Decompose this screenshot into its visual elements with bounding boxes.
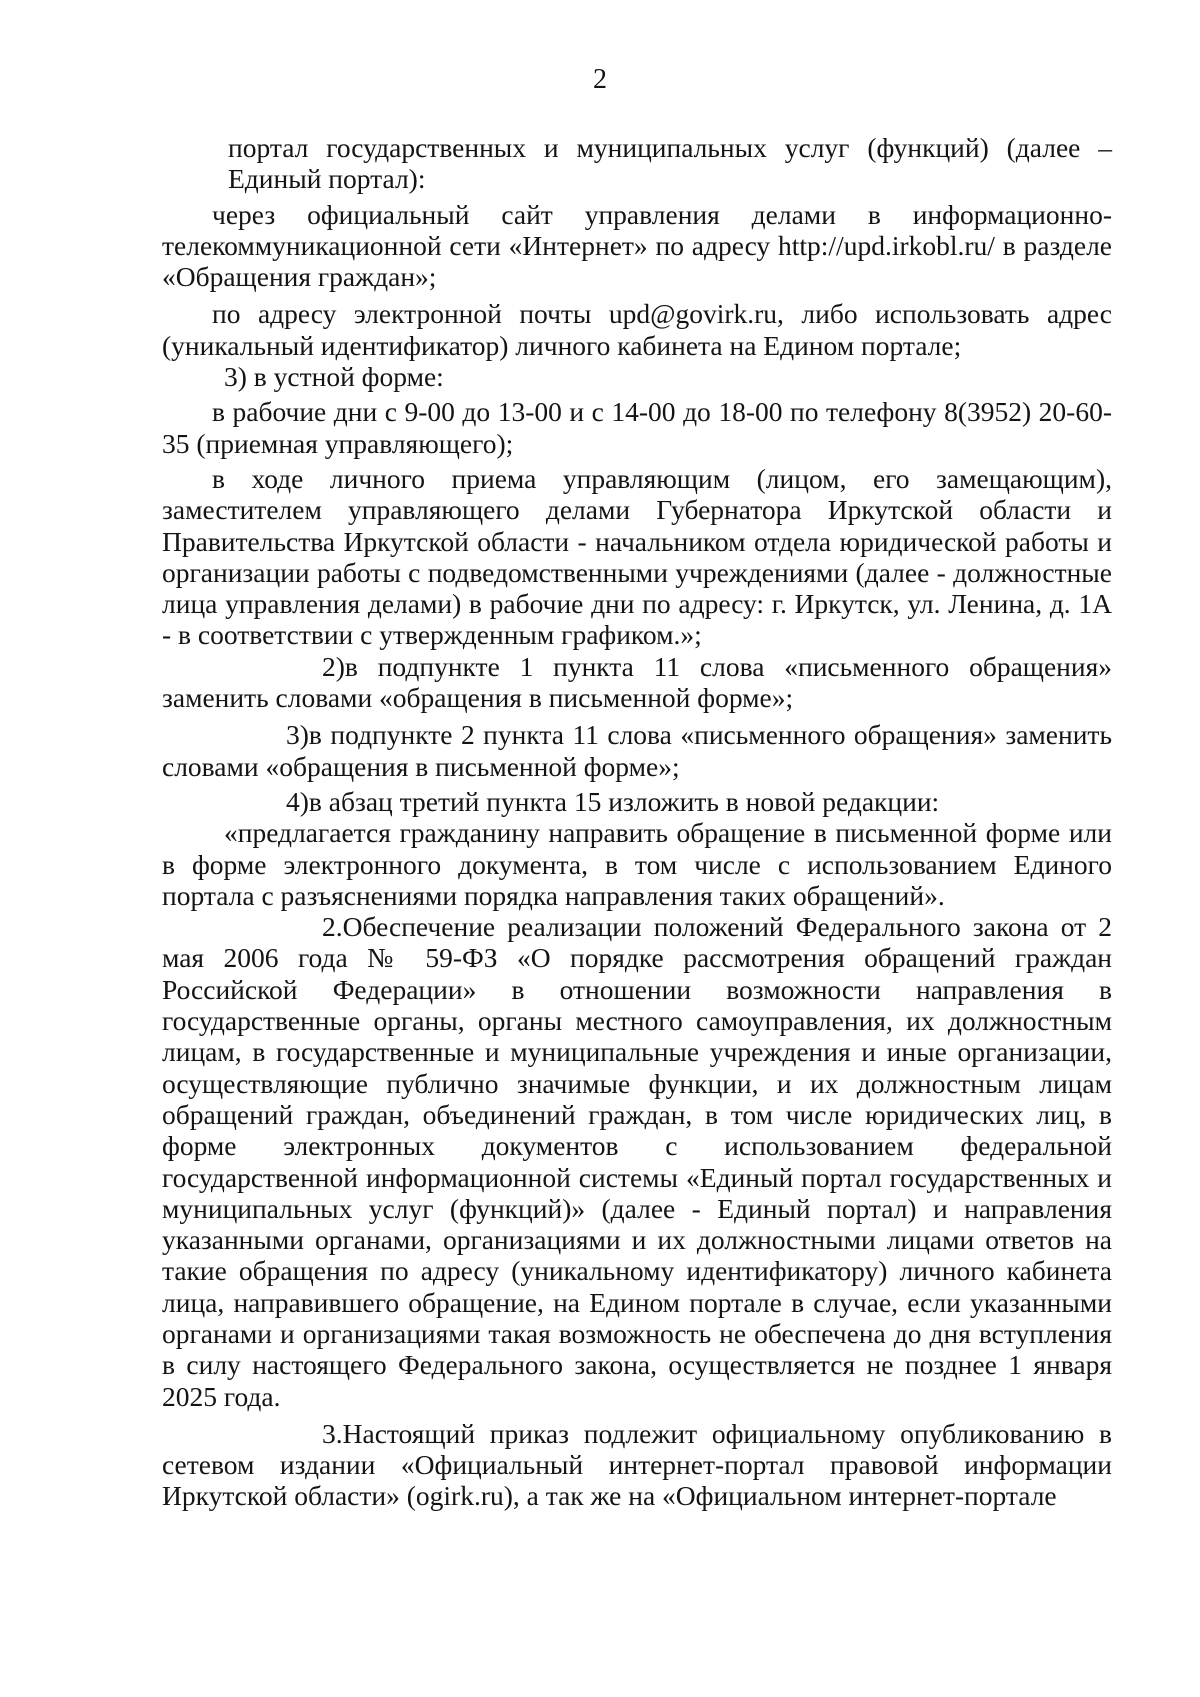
paragraph-portal-continuation: портал государственных и муниципальных услуг (функций) (далее – Единый портал): — [228, 132, 1112, 195]
item-number: 4) — [286, 785, 309, 817]
paragraph-official-site: через официальный сайт управления делами в информационно-телекоммуникационной сети «Интернет» по адресу http://upd.irkobl.ru/ в разделе «Обращения граждан»; — [162, 198, 1112, 293]
paragraph-quoted-amendment: «предлагается гражданину направить обращение в письменной форме или в форме электронного документа, в том числе с использованием Единого портала с разъяснениями порядка направления таких обращений». — [162, 817, 1112, 911]
paragraph-email: по адресу электронной почты upd@govirk.ru, либо использовать адрес (уникальный идентификатор) личного кабинета на Едином портале; — [162, 298, 1112, 361]
item-number: 3) — [286, 719, 309, 751]
paragraph-phone-hours: в рабочие дни с 9-00 до 13-00 и с 14-00 до 18-00 по телефону 8(3952) 20-60-35 (приемная управляющего); — [162, 396, 1112, 459]
section-number: 3. — [322, 1417, 343, 1449]
item-text: в абзац третий пункта 15 изложить в новой редакции: — [308, 785, 940, 817]
paragraph-item-2 — [162, 651, 1112, 714]
paragraph-oral-form: 3) в устной форме: — [224, 361, 444, 393]
page-number: 2 — [593, 64, 607, 95]
section-text: Настоящий приказ подлежит официальному опубликованию в сетевом издании «Официальный интернет-портал правовой информации Иркутской области» (ogirk.ru), а так же на «Официальном интернет-портале — [162, 1417, 1112, 1512]
section-text: Обеспечение реализации положений Федерального закона от 2 мая 2006 года № 59-ФЗ «О порядке рассмотрения обращений граждан Российской Федерации» в отношении возможности направления в государственные органы, органы местного самоуправления, их должностным лицам, в государственные и муниципальные учреждения и иные организации, осуществляющие публично значимые функции, и их должностным лицам обращений граждан, объединений граждан, в том числе юридических лиц, в форме электронных документов с использованием федеральной государственной информационной системы «Единый портал государственных и муниципальных услуг (функций)» (далее - Единый портал) и направления указанными органами, организациями и их должностными лицами ответов на такие обращения по адресу (уникальному идентификатору) личного кабинета лица, направившего обращение, на Едином портале в случае, если указанными органами и организациями такая возможность не обеспечена до дня вступления в силу настоящего Федерального закона, осуществляется не позднее 1 января 2025 года. — [162, 911, 1112, 1412]
item-text: в подпункте 2 пункта 11 слова «письменного обращения» заменить словами «обращения в письменной форме»; — [162, 719, 1112, 782]
paragraph-item-4 — [162, 786, 1112, 817]
paragraph-section-3 — [162, 1418, 1112, 1512]
item-number: 2) — [322, 650, 345, 682]
paragraph-section-2 — [162, 911, 1112, 1412]
section-number: 2. — [322, 911, 343, 943]
document-body — [162, 132, 1112, 1512]
paragraph-item-3 — [162, 719, 1112, 782]
item-text: в подпункте 1 пункта 11 слова «письменного обращения» заменить словами «обращения в письменной форме»; — [162, 650, 1112, 714]
paragraph-personal-reception: в ходе личного приема управляющим (лицом, его замещающим), заместителем управляющего делами Губернатора Иркутской области и Правительства Иркутской области - начальником отдела юридической работы и организации работы с подведомственными учреждениями (далее - должностные лица управления делами) в рабочие дни по адресу: г. Иркутск, ул. Ленина, д. 1А - в соответствии с утвержденным графиком.»; — [162, 462, 1112, 651]
